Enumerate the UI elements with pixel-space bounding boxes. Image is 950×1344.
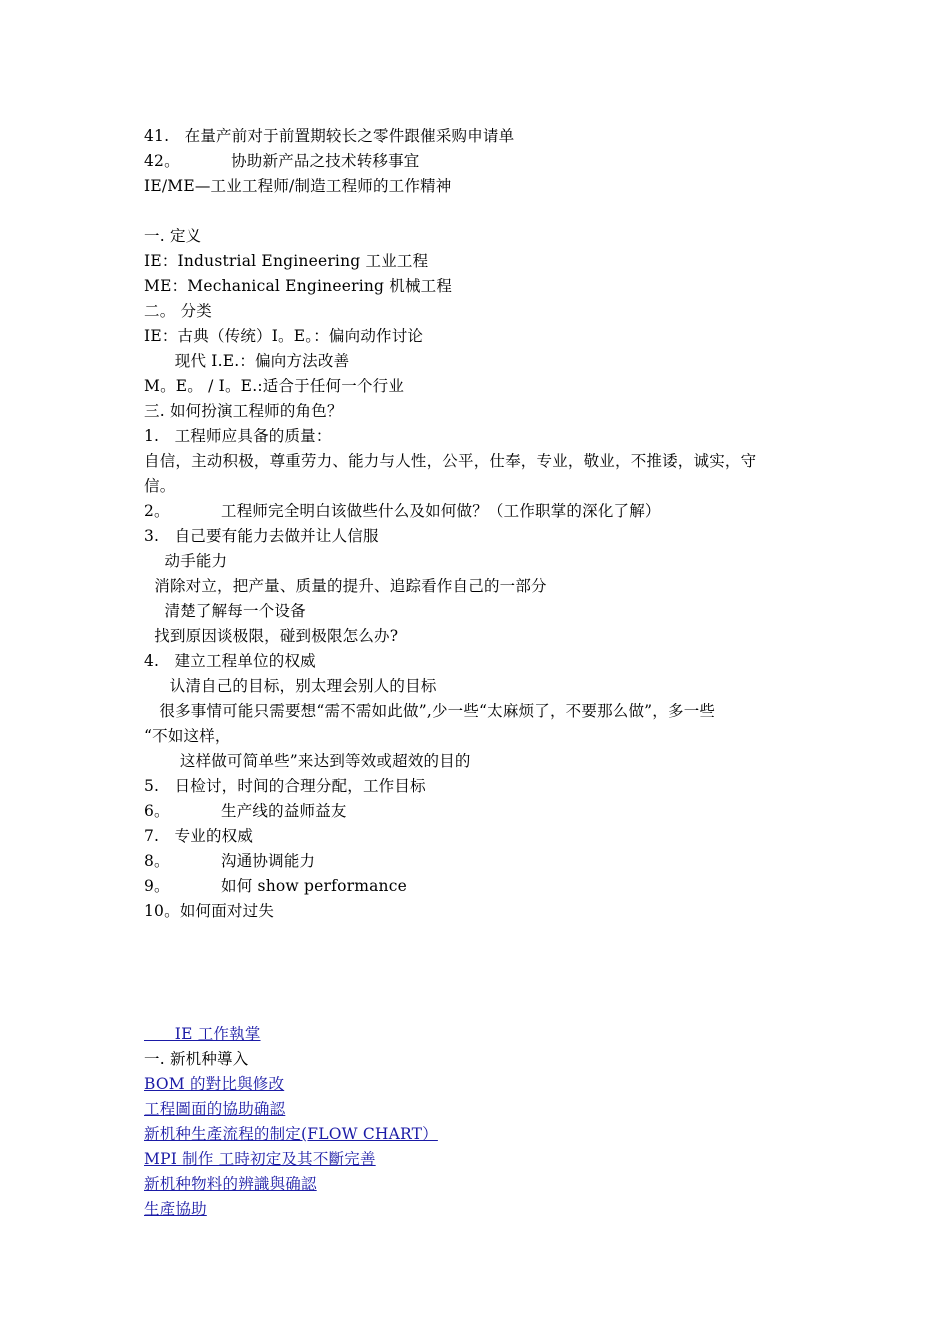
list-item: 5. 日检讨，时间的合理分配，工作目标: [144, 777, 426, 795]
text-line: IE：古典（传统）I。E。：偏向动作讨论: [144, 327, 424, 345]
text-line: 动手能力: [144, 552, 228, 570]
ie-duties-heading-link[interactable]: IE 工作執掌: [144, 1025, 261, 1043]
link-bom-compare[interactable]: BOM 的對比與修改: [144, 1075, 285, 1093]
text-line: M。E。 / I。E.:适合于任何一个行业: [144, 377, 405, 395]
heading-new-model: 一. 新机种導入: [144, 1050, 249, 1068]
section-title: IE/ME—工业工程师/制造工程师的工作精神: [144, 177, 452, 195]
text-line: 现代 I.E.：偏向方法改善: [144, 352, 350, 370]
text-line: 42。 协助新产品之技术转移事宜: [144, 152, 420, 170]
link-mpi[interactable]: MPI 制作 工時初定及其不斷完善: [144, 1150, 376, 1168]
text-line: 自信，主动积极，尊重劳力、能力与人性，公平，仕奉，专业，敬业，不推诿，诚实，守: [144, 452, 757, 470]
list-item: 6。 生产线的益师益友: [144, 802, 347, 820]
text-line: 找到原因谈极限，碰到极限怎么办?: [144, 627, 399, 645]
link-flow-chart[interactable]: 新机种生產流程的制定(FLOW CHART）: [144, 1125, 438, 1143]
list-item: 8。 沟通协调能力: [144, 852, 316, 870]
list-item: 2。 工程师完全明白该做些什么及如何做？（工作职掌的深化了解）: [144, 502, 661, 520]
text-line: 清楚了解每一个设备: [144, 602, 306, 620]
link-production-assist[interactable]: 生產協助: [144, 1200, 207, 1218]
text-line: 41. 在量产前对于前置期较长之零件跟催采购申请单: [144, 127, 515, 145]
list-item: 4. 建立工程单位的权威: [144, 652, 316, 670]
list-item: 7. 专业的权威: [144, 827, 254, 845]
list-item: 3. 自己要有能力去做并让人信服: [144, 527, 379, 545]
heading-classification: 二。 分类: [144, 302, 212, 320]
text-line: 信。: [144, 477, 176, 495]
text-line: IE：Industrial Engineering 工业工程: [144, 252, 429, 270]
text-line: 消除对立，把产量、质量的提升、追踪看作自己的一部分: [144, 577, 547, 595]
list-item: 1. 工程师应具备的质量：: [144, 427, 332, 445]
text-line: 很多事情可能只需要想“需不需如此做”,少一些“太麻烦了，不要那么做”，多一些: [144, 702, 716, 720]
text-line: ME：Mechanical Engineering 机械工程: [144, 277, 453, 295]
text-line: “不如这样，: [144, 727, 231, 745]
heading-definition: 一. 定义: [144, 227, 202, 245]
text-line: 认清自己的目标，别太理会别人的目标: [144, 677, 437, 695]
heading-role: 三. 如何扮演工程师的角色？: [144, 402, 343, 420]
link-drawing-confirm[interactable]: 工程圖面的協助确認: [144, 1100, 286, 1118]
list-item: 10。如何面对过失: [144, 902, 275, 920]
text-line: 这样做可简单些”来达到等效或超效的目的: [144, 752, 471, 770]
link-material-confirm[interactable]: 新机种物料的辨識與确認: [144, 1175, 317, 1193]
list-item: 9。 如何 show performance: [144, 877, 407, 895]
